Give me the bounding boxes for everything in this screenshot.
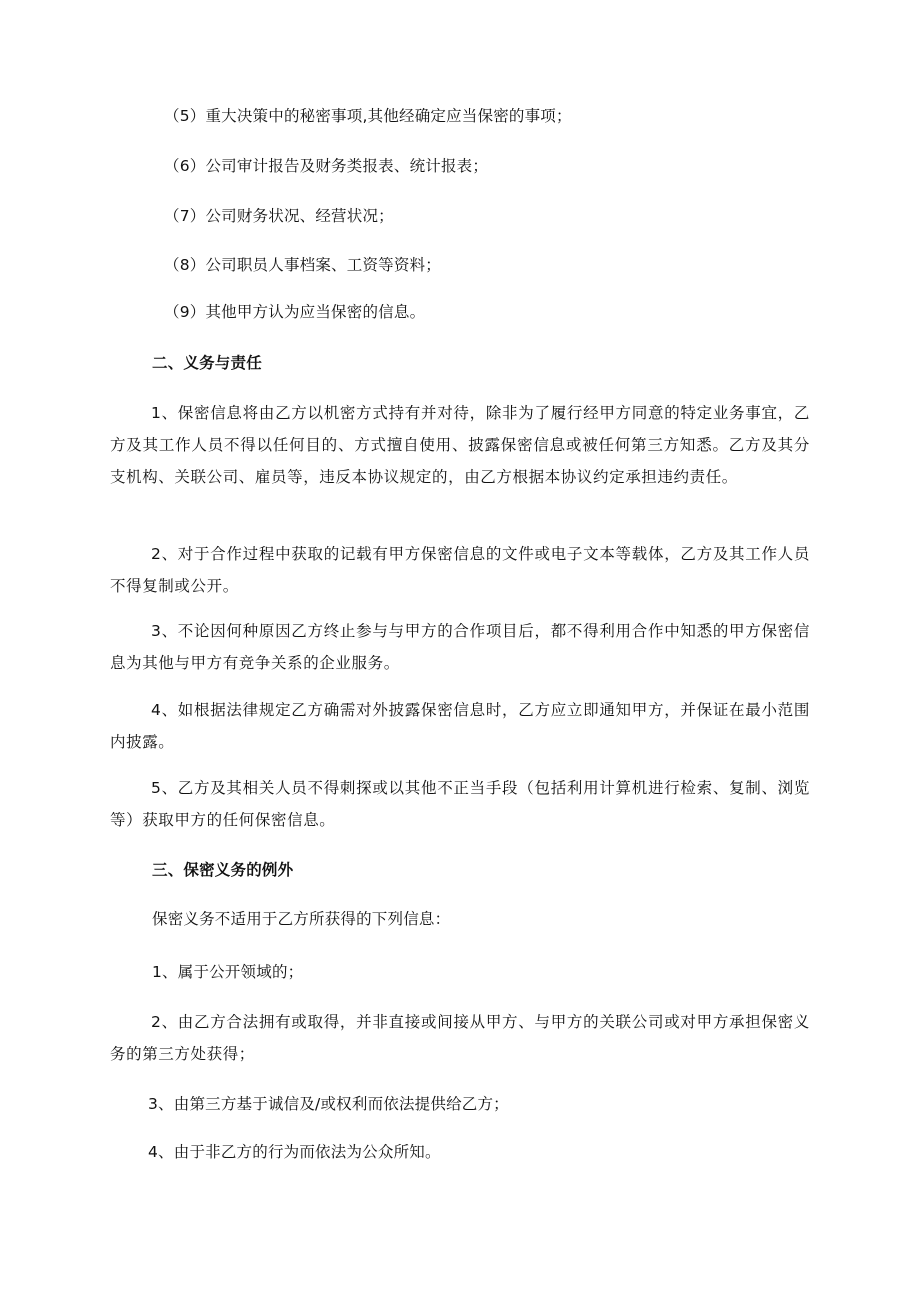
list-item-7: （7）公司财务状况、经营状况； — [164, 207, 394, 225]
paragraph-obligation-1: 1、保密信息将由乙方以机密方式持有并对待，除非为了履行经甲方同意的特定业务事宜，乙方及其工作人员不得以任何目的、方式擅自使用、披露保密信息或被任何第三方知悉。乙方及其分支机构、关联公司、雇员等，违反本协议规定的，由乙方根据本协议约定承担违约责任。 — [110, 404, 810, 486]
exception-item-1: 1、属于公开领域的； — [152, 963, 304, 981]
list-item-9: （9）其他甲方认为应当保密的信息。 — [164, 303, 426, 321]
section-heading-obligations: 二、义务与责任 — [152, 354, 262, 372]
list-item-6: （6）公司审计报告及财务类报表、统计报表； — [164, 157, 489, 175]
section-heading-exceptions: 三、保密义务的例外 — [152, 861, 294, 879]
paragraph-obligation-5: 5、乙方及其相关人员不得刺探或以其他不正当手段（包括利用计算机进行检索、复制、浏览等）获取甲方的任何保密信息。 — [110, 779, 810, 829]
paragraph-obligation-2: 2、对于合作过程中获取的记载有甲方保密信息的文件或电子文本等载体，乙方及其工作人员不得复制或公开。 — [110, 545, 810, 595]
exception-item-4: 4、由于非乙方的行为而依法为公众所知。 — [148, 1143, 441, 1161]
exception-item-2: 2、由乙方合法拥有或取得，并非直接或间接从甲方、与甲方的关联公司或对甲方承担保密义务的第三方处获得； — [110, 1013, 810, 1063]
paragraph-obligation-3: 3、不论因何种原因乙方终止参与与甲方的合作项目后，都不得利用合作中知悉的甲方保密信息为其他与甲方有竞争关系的企业服务。 — [110, 622, 810, 672]
exception-item-3: 3、由第三方基于诚信及/或权利而依法提供给乙方； — [148, 1095, 509, 1113]
paragraph-obligation-4: 4、如根据法律规定乙方确需对外披露保密信息时，乙方应立即通知甲方，并保证在最小范围内披露。 — [110, 701, 810, 751]
exceptions-intro: 保密义务不适用于乙方所获得的下列信息： — [152, 910, 451, 928]
list-item-8: （8）公司职员人事档案、工资等资料； — [164, 256, 441, 274]
list-item-5: （5）重大决策中的秘密事项,其他经确定应当保密的事项； — [164, 107, 572, 125]
